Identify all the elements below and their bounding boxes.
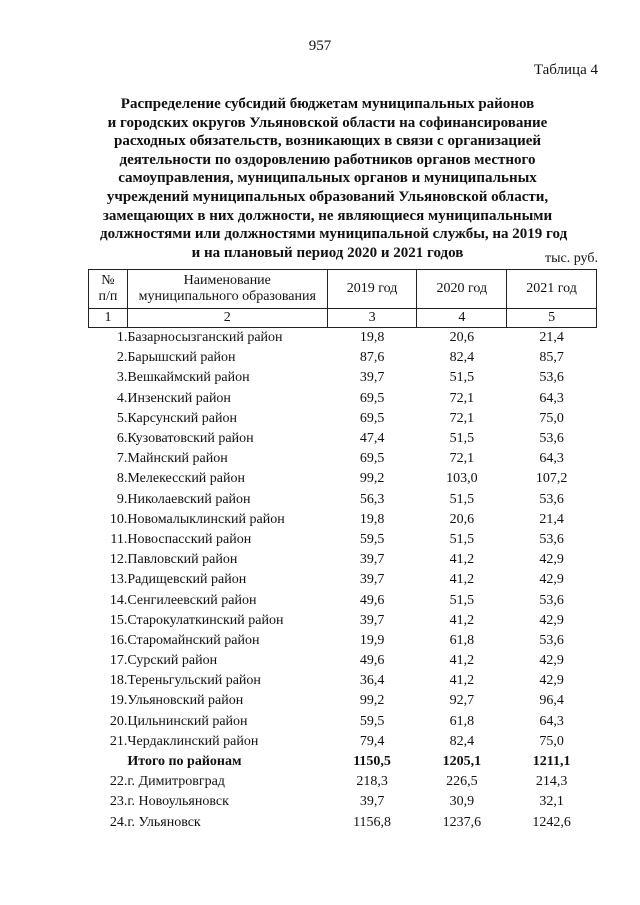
header-2021: 2021 год xyxy=(507,270,597,309)
value-2020: 61,8 xyxy=(449,632,475,648)
value-2020: 41,2 xyxy=(449,673,475,689)
title-line: расходных обязательств, возникающих в связи с организацией xyxy=(113,133,542,150)
value-2020: 72,1 xyxy=(449,410,475,426)
row-name: Барышский район xyxy=(127,350,236,366)
value-2020: 226,5 xyxy=(446,774,478,790)
value-2019: 39,7 xyxy=(359,794,385,810)
value-2019: 1150,5 xyxy=(353,754,391,770)
value-2021: 42,9 xyxy=(539,673,564,689)
row-number: 8. xyxy=(116,471,128,487)
value-2020: 51,5 xyxy=(449,370,475,386)
row-name: Сенгилеевский район xyxy=(127,592,257,608)
row-number: 19. xyxy=(109,693,128,709)
value-2020: 51,5 xyxy=(449,531,475,547)
value-2020: 41,2 xyxy=(449,653,475,669)
value-2019: 59,5 xyxy=(359,713,385,729)
title-line: деятельности по оздоровлению работников органов местного xyxy=(119,151,536,168)
column-index: 4 xyxy=(417,309,507,328)
value-2019: 49,6 xyxy=(359,592,385,608)
value-2020: 30,9 xyxy=(449,794,475,810)
title-line: должностями или должностями муниципальной службы, на 2019 год xyxy=(100,226,568,243)
value-2021: 53,6 xyxy=(539,531,564,547)
row-number: 4. xyxy=(116,390,128,406)
row-name: Новоспасский район xyxy=(127,531,252,547)
row-name: Чердаклинский район xyxy=(127,733,259,749)
value-2021: 1211,1 xyxy=(532,754,571,770)
table-row xyxy=(89,631,597,651)
subsidy-table xyxy=(88,269,597,833)
column-index: 3 xyxy=(327,309,417,328)
value-2021: 42,9 xyxy=(539,552,564,568)
header-row xyxy=(89,270,597,309)
value-2019: 19,8 xyxy=(359,511,385,527)
header-2019: 2019 год xyxy=(327,270,417,309)
value-2021: 1242,6 xyxy=(532,814,571,830)
row-number: 5. xyxy=(116,410,128,426)
header-name xyxy=(127,270,327,309)
page-number: 957 xyxy=(308,38,332,54)
value-2021: 107,2 xyxy=(535,471,568,487)
column-index: 2 xyxy=(127,309,327,328)
row-name: Радищевский район xyxy=(127,572,247,588)
value-2021: 53,6 xyxy=(539,592,564,608)
table-row xyxy=(89,449,597,469)
row-number: 7. xyxy=(116,451,128,467)
table-row xyxy=(89,712,597,732)
value-2019: 39,7 xyxy=(359,370,385,386)
document-title xyxy=(100,95,568,262)
value-2020: 51,5 xyxy=(449,431,475,447)
value-2020: 41,2 xyxy=(449,572,475,588)
row-number: 11. xyxy=(110,531,128,547)
row-number: 12. xyxy=(109,552,128,568)
value-2021: 32,1 xyxy=(539,794,564,810)
column-index: 1 xyxy=(89,309,128,328)
row-name: Новомалыклинский район xyxy=(127,511,285,527)
value-2021: 53,6 xyxy=(539,431,564,447)
row-number: 20. xyxy=(109,713,128,729)
title-line: замещающих в них должности, не являющиеся муниципальными xyxy=(102,207,553,224)
value-2021: 96,4 xyxy=(539,693,564,709)
total-row xyxy=(89,752,597,772)
row-name: Цильнинский район xyxy=(127,713,248,729)
row-number: 9. xyxy=(116,491,128,507)
value-2020: 103,0 xyxy=(446,471,478,487)
header-number-line1: № xyxy=(101,273,115,288)
value-2020: 51,5 xyxy=(449,491,475,507)
table-row xyxy=(89,550,597,570)
value-2020: 61,8 xyxy=(449,713,475,729)
table-row xyxy=(89,368,597,388)
value-2021: 75,0 xyxy=(539,733,564,749)
row-name: Майнский район xyxy=(127,451,228,467)
row-name: Кузоватовский район xyxy=(127,431,254,447)
value-2021: 21,4 xyxy=(539,511,564,527)
value-2019: 39,7 xyxy=(359,552,385,568)
table-row xyxy=(89,732,597,752)
units-label: тыс. руб. xyxy=(545,251,598,266)
value-2019: 49,6 xyxy=(359,653,385,669)
table-row xyxy=(89,409,597,429)
value-2019: 56,3 xyxy=(359,491,385,507)
row-name: г. Ульяновск xyxy=(127,814,201,830)
value-2021: 64,3 xyxy=(539,390,564,406)
table-row xyxy=(89,328,597,349)
value-2021: 214,3 xyxy=(535,774,568,790)
row-number xyxy=(89,752,128,772)
table-row xyxy=(89,792,597,812)
table-row xyxy=(89,348,597,368)
row-number: 15. xyxy=(109,612,128,628)
value-2020: 41,2 xyxy=(449,552,475,568)
row-number: 2. xyxy=(116,350,128,366)
row-name: Мелекесский район xyxy=(127,471,245,487)
row-name: Тереньгульский район xyxy=(127,673,261,689)
row-number: 3. xyxy=(116,370,128,386)
value-2019: 19,8 xyxy=(359,330,385,346)
table-row xyxy=(89,570,597,590)
value-2019: 39,7 xyxy=(359,572,385,588)
value-2020: 1237,6 xyxy=(442,814,482,830)
value-2021: 42,9 xyxy=(539,612,564,628)
value-2019: 79,4 xyxy=(359,733,385,749)
value-2019: 47,4 xyxy=(359,431,385,447)
table-label: Таблица 4 xyxy=(533,62,598,78)
row-name: Сурский район xyxy=(127,653,218,669)
table-row xyxy=(89,671,597,691)
value-2021: 53,6 xyxy=(539,632,564,648)
value-2020: 72,1 xyxy=(449,390,475,406)
value-2021: 42,9 xyxy=(539,653,564,669)
value-2019: 69,5 xyxy=(359,451,385,467)
value-2019: 39,7 xyxy=(359,612,385,628)
title-line: и на плановый период 2020 и 2021 годов xyxy=(191,244,464,261)
table-row xyxy=(89,490,597,510)
row-number: 17. xyxy=(109,653,128,669)
row-number: 21. xyxy=(109,733,128,749)
table-row xyxy=(89,813,597,833)
value-2021: 53,6 xyxy=(539,491,564,507)
value-2019: 1156,8 xyxy=(353,814,392,830)
table-row xyxy=(89,611,597,631)
header-number-line2: п/п xyxy=(98,289,118,304)
value-2020: 20,6 xyxy=(449,511,475,527)
table-row xyxy=(89,691,597,711)
table-row xyxy=(89,590,597,610)
value-2019: 59,5 xyxy=(359,531,385,547)
value-2020: 92,7 xyxy=(449,693,475,709)
row-name: Инзенский район xyxy=(127,390,231,406)
row-name: Николаевский район xyxy=(127,491,251,507)
value-2021: 42,9 xyxy=(539,572,564,588)
value-2021: 75,0 xyxy=(539,410,564,426)
value-2019: 69,5 xyxy=(359,410,385,426)
column-index-row xyxy=(89,309,597,328)
title-line: учреждений муниципальных образований Ульяновской области, xyxy=(106,188,549,205)
value-2021: 85,7 xyxy=(539,350,564,366)
row-name: Старомайнский район xyxy=(127,632,260,648)
row-name: Карсунский район xyxy=(127,410,237,426)
title-line: самоуправления, муниципальных органов и муниципальных xyxy=(118,170,537,187)
value-2019: 69,5 xyxy=(359,390,385,406)
row-number: 1. xyxy=(116,330,128,346)
table-row xyxy=(89,530,597,550)
row-number: 13. xyxy=(109,572,128,588)
title-line: и городских округов Ульяновской области на софинансирование xyxy=(107,114,548,131)
value-2019: 19,9 xyxy=(359,632,385,648)
row-number: 23. xyxy=(109,794,128,810)
value-2020: 82,4 xyxy=(449,350,475,366)
row-name: Старокулаткинский район xyxy=(127,612,284,628)
value-2019: 218,3 xyxy=(356,774,388,790)
row-number: 22. xyxy=(109,774,128,790)
value-2020: 1205,1 xyxy=(442,754,482,770)
row-number: 6. xyxy=(116,431,128,447)
row-name: Базарносызганский район xyxy=(127,330,283,346)
table-row xyxy=(89,469,597,489)
value-2020: 41,2 xyxy=(449,612,475,628)
value-2020: 82,4 xyxy=(449,733,475,749)
value-2020: 72,1 xyxy=(449,451,475,467)
title-line: Распределение субсидий бюджетам муниципальных районов xyxy=(120,96,535,112)
row-name: Итого по районам xyxy=(127,754,242,770)
row-name: Павловский район xyxy=(127,552,238,568)
table-row xyxy=(89,651,597,671)
header-2020: 2020 год xyxy=(417,270,507,309)
table-row xyxy=(89,429,597,449)
value-2019: 36,4 xyxy=(359,673,385,689)
value-2021: 21,4 xyxy=(539,330,564,346)
header-name-line2: муниципального образования xyxy=(138,289,316,304)
value-2020: 20,6 xyxy=(449,330,475,346)
table-body xyxy=(89,328,597,833)
row-name: г. Димитровград xyxy=(127,774,225,790)
value-2021: 53,6 xyxy=(539,370,564,386)
row-number: 24. xyxy=(109,814,128,830)
row-name: Вешкаймский район xyxy=(127,370,250,386)
column-index: 5 xyxy=(507,309,597,328)
header-number xyxy=(89,270,128,309)
row-number: 18. xyxy=(109,673,128,689)
row-number: 14. xyxy=(109,592,128,608)
header-name-line1: Наименование xyxy=(183,273,271,288)
value-2020: 51,5 xyxy=(449,592,475,608)
table-row xyxy=(89,772,597,792)
value-2021: 64,3 xyxy=(539,451,564,467)
table-row xyxy=(89,510,597,530)
table-row xyxy=(89,389,597,409)
value-2019: 99,2 xyxy=(359,471,385,487)
row-number: 16. xyxy=(109,632,128,648)
value-2021: 64,3 xyxy=(539,713,564,729)
value-2019: 99,2 xyxy=(359,693,385,709)
row-name: г. Новоульяновск xyxy=(127,794,229,810)
row-name: Ульяновский район xyxy=(127,693,244,709)
value-2019: 87,6 xyxy=(359,350,385,366)
row-number: 10. xyxy=(109,511,128,527)
